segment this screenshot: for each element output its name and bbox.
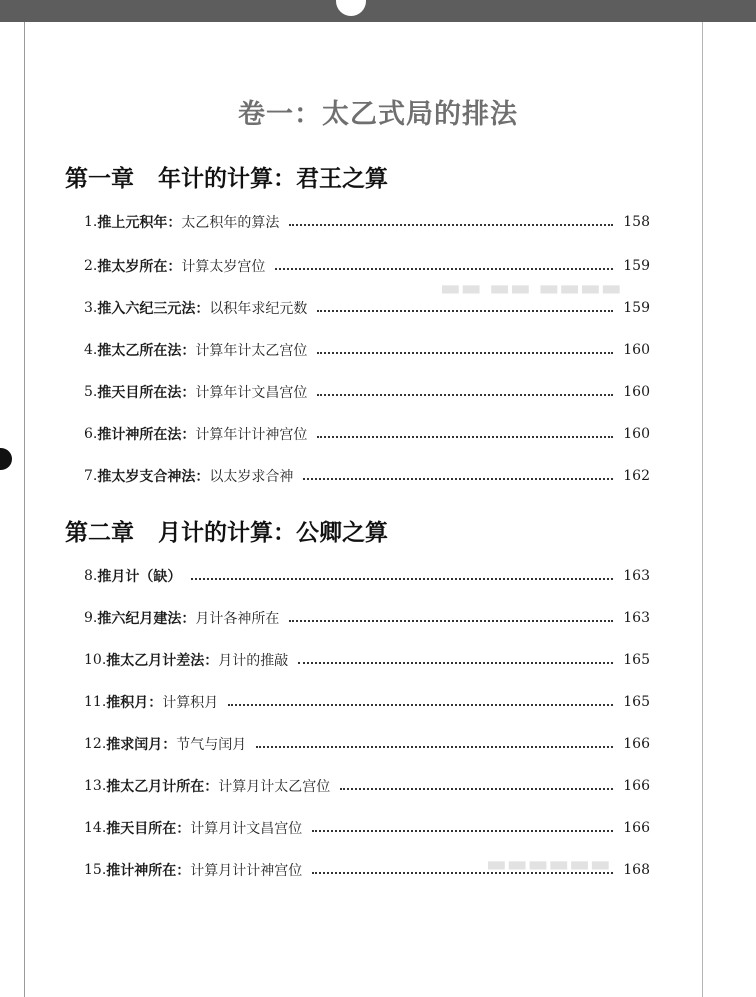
dot-leader — [317, 436, 613, 438]
entry-heading: 推太岁支合神法： — [97, 469, 210, 485]
entry-number: 1. — [84, 214, 98, 230]
toc-entry[interactable] — [84, 339, 650, 361]
dot-leader — [256, 746, 613, 748]
entry-page: 163 — [623, 568, 650, 584]
entry-heading: 推入六纪三元法： — [97, 301, 210, 317]
entry-subtitle: 月计的推敲 — [218, 653, 289, 669]
dot-leader — [298, 662, 613, 664]
entry-subtitle: 计算年计文昌宫位 — [195, 385, 308, 401]
entry-subtitle: 计算月计文昌宫位 — [190, 821, 303, 837]
toc-entry[interactable] — [84, 859, 650, 881]
chapter-title: 月计的计算：公卿之算 — [158, 520, 388, 546]
entry-number: 6. — [84, 426, 98, 442]
entry-heading: 推求闰月： — [106, 737, 177, 753]
entry-page: 166 — [623, 778, 650, 794]
dot-leader — [317, 310, 613, 312]
toc-entry[interactable] — [84, 649, 650, 671]
entry-heading: 推太乙所在法： — [97, 343, 196, 359]
entry-heading: 推天目所在： — [106, 821, 191, 837]
entry-page: 168 — [623, 862, 650, 878]
toc-entry[interactable] — [84, 817, 650, 839]
entry-page: 162 — [623, 468, 650, 484]
entry-number: 13. — [84, 778, 107, 794]
dot-leader — [289, 620, 613, 622]
toc-entry[interactable] — [84, 691, 650, 713]
entry-heading: 推积月： — [106, 695, 163, 711]
volume-title: 卷一：太乙式局的排法 — [238, 99, 518, 130]
top-binding-bar — [0, 0, 756, 22]
entry-heading: 推太乙月计差法： — [106, 653, 219, 669]
entry-subtitle: 计算月计太乙宫位 — [218, 779, 331, 795]
toc-entry[interactable] — [84, 211, 650, 233]
dot-leader — [228, 704, 613, 706]
entry-subtitle: 以太岁求合神 — [209, 469, 294, 485]
entry-page: 159 — [623, 300, 650, 316]
entry-subtitle: 月计各神所在 — [195, 611, 280, 627]
dot-leader — [312, 872, 613, 874]
entry-heading: 推上元积年： — [97, 215, 182, 231]
chapter-label: 第二章 — [65, 520, 134, 546]
entry-page: 160 — [623, 426, 650, 442]
entry-subtitle: 计算太岁宫位 — [181, 259, 266, 275]
dot-leader — [317, 352, 613, 354]
entry-number: 2. — [84, 258, 98, 274]
entry-number: 10. — [84, 652, 107, 668]
chapter-heading — [65, 514, 388, 547]
entry-subtitle: 计算年计计神宫位 — [195, 427, 308, 443]
entry-heading: 推六纪月建法： — [97, 611, 196, 627]
chapter-title: 年计的计算：君王之算 — [158, 166, 388, 192]
dot-leader — [289, 224, 613, 226]
entry-heading: 推太乙月计所在： — [106, 779, 219, 795]
bleed-through: ▬▬ ▬▬ ▬▬▬▬ — [440, 276, 622, 301]
entry-heading: 推计神所在： — [106, 863, 191, 879]
toc-entry[interactable] — [84, 565, 650, 587]
toc-entry[interactable] — [84, 733, 650, 755]
toc-entry[interactable] — [84, 381, 650, 403]
chapter-heading — [65, 160, 388, 193]
dot-leader — [340, 788, 613, 790]
entry-page: 163 — [623, 610, 650, 626]
toc-entry[interactable] — [84, 465, 650, 487]
dot-leader — [317, 394, 613, 396]
entry-heading: 推太岁所在： — [97, 259, 182, 275]
entry-page: 166 — [623, 736, 650, 752]
toc-entry[interactable] — [84, 297, 650, 319]
entry-subtitle: 计算积月 — [162, 695, 219, 711]
entry-page: 159 — [623, 258, 650, 274]
entry-page: 166 — [623, 820, 650, 836]
toc-entry[interactable] — [84, 423, 650, 445]
entry-subtitle: 以积年求纪元数 — [209, 301, 308, 317]
entry-subtitle: 太乙积年的算法 — [181, 215, 280, 231]
entry-heading: 推计神所在法： — [97, 427, 196, 443]
adjacent-page-strip — [0, 22, 20, 997]
entry-heading: 推月计（缺） — [97, 569, 182, 585]
bleed-through: ▬▬▬▬▬▬ — [486, 852, 611, 877]
entry-page: 160 — [623, 342, 650, 358]
entry-number: 9. — [84, 610, 98, 626]
toc-entry[interactable] — [84, 607, 650, 629]
entry-number: 7. — [84, 468, 98, 484]
entry-number: 15. — [84, 862, 107, 878]
page-right-edge — [702, 22, 703, 997]
entry-page: 158 — [623, 214, 650, 230]
dot-leader — [312, 830, 613, 832]
entry-number: 4. — [84, 342, 98, 358]
entry-subtitle: 计算月计计神宫位 — [190, 863, 303, 879]
dot-leader — [191, 578, 613, 580]
entry-page: 160 — [623, 384, 650, 400]
entry-heading: 推天目所在法： — [97, 385, 196, 401]
page-left-edge — [24, 22, 25, 997]
entry-number: 12. — [84, 736, 107, 752]
toc-entry[interactable] — [84, 775, 650, 797]
entry-subtitle: 节气与闰月 — [176, 737, 247, 753]
entry-number: 11. — [84, 694, 107, 710]
dot-leader — [275, 268, 613, 270]
chapter-label: 第一章 — [65, 166, 134, 192]
toc-entry[interactable] — [84, 255, 650, 277]
entry-page: 165 — [623, 694, 650, 710]
entry-number: 3. — [84, 300, 98, 316]
entry-number: 14. — [84, 820, 107, 836]
entry-page: 165 — [623, 652, 650, 668]
entry-subtitle: 计算年计太乙宫位 — [195, 343, 308, 359]
dot-leader — [303, 478, 613, 480]
entry-number: 5. — [84, 384, 98, 400]
entry-number: 8. — [84, 568, 98, 584]
